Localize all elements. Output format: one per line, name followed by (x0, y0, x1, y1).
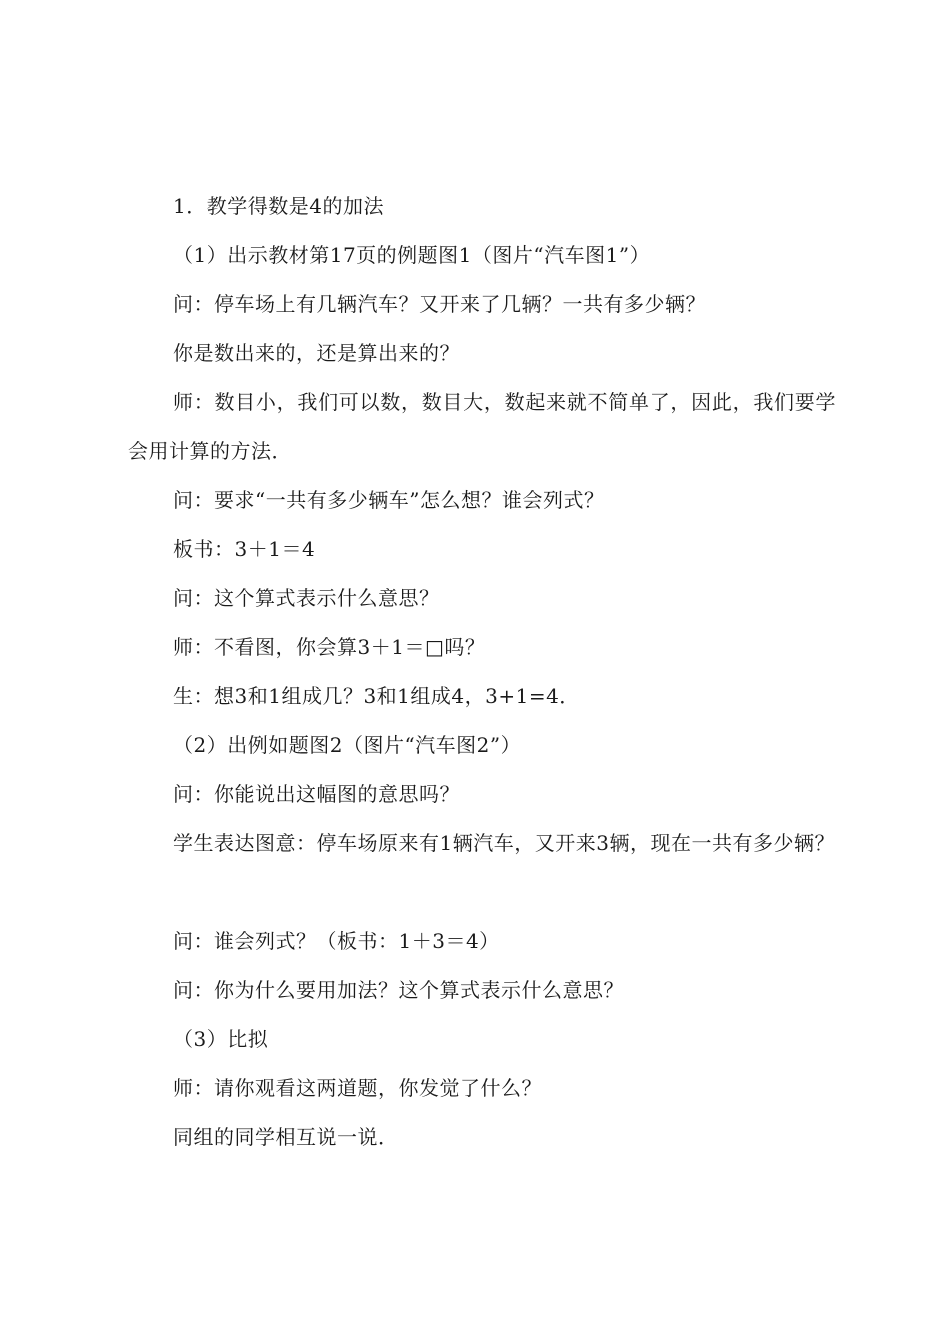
section-heading: 1．教学得数是4的加法 (173, 194, 384, 218)
paragraph: 板书：3＋1＝4 (173, 537, 316, 561)
paragraph: 师：数目小，我们可以数，数目大，数起来就不简单了，因此，我们要学会用计算的方法． (128, 390, 836, 463)
paragraph: 问：谁会列式？（板书：1＋3＝4） (173, 929, 500, 953)
paragraph: 生：想3和1组成几？3和1组成4，3+1=4． (173, 684, 580, 708)
subsection-heading: （2）出例如题图2（图片“汽车图2”） (173, 733, 522, 757)
paragraph: 问：这个算式表示什么意思？ (173, 586, 440, 610)
paragraph: 师：请你观看这两道题，你发觉了什么？ (173, 1076, 542, 1100)
paragraph: 问：你为什么要用加法？这个算式表示什么意思？ (173, 978, 624, 1002)
paragraph: 问：你能说出这幅图的意思吗？ (173, 782, 460, 806)
paragraph: 问：停车场上有几辆汽车？又开来了几辆？一共有多少辆？ (173, 292, 706, 316)
paragraph: 问：要求“一共有多少辆车”怎么想？谁会列式？ (173, 488, 605, 512)
subsection-heading: （1）出示教材第17页的例题图1（图片“汽车图1”） (173, 243, 651, 267)
paragraph: 你是数出来的，还是算出来的？ (173, 341, 460, 365)
paragraph: 同组的同学相互说一说． (173, 1125, 399, 1149)
subsection-heading: （3）比拟 (173, 1027, 269, 1051)
paragraph: 师：不看图，你会算3＋1＝□吗？ (173, 635, 486, 659)
paragraph: 学生表达图意：停车场原来有1辆汽车，又开来3辆，现在一共有多少辆？ (173, 831, 835, 855)
